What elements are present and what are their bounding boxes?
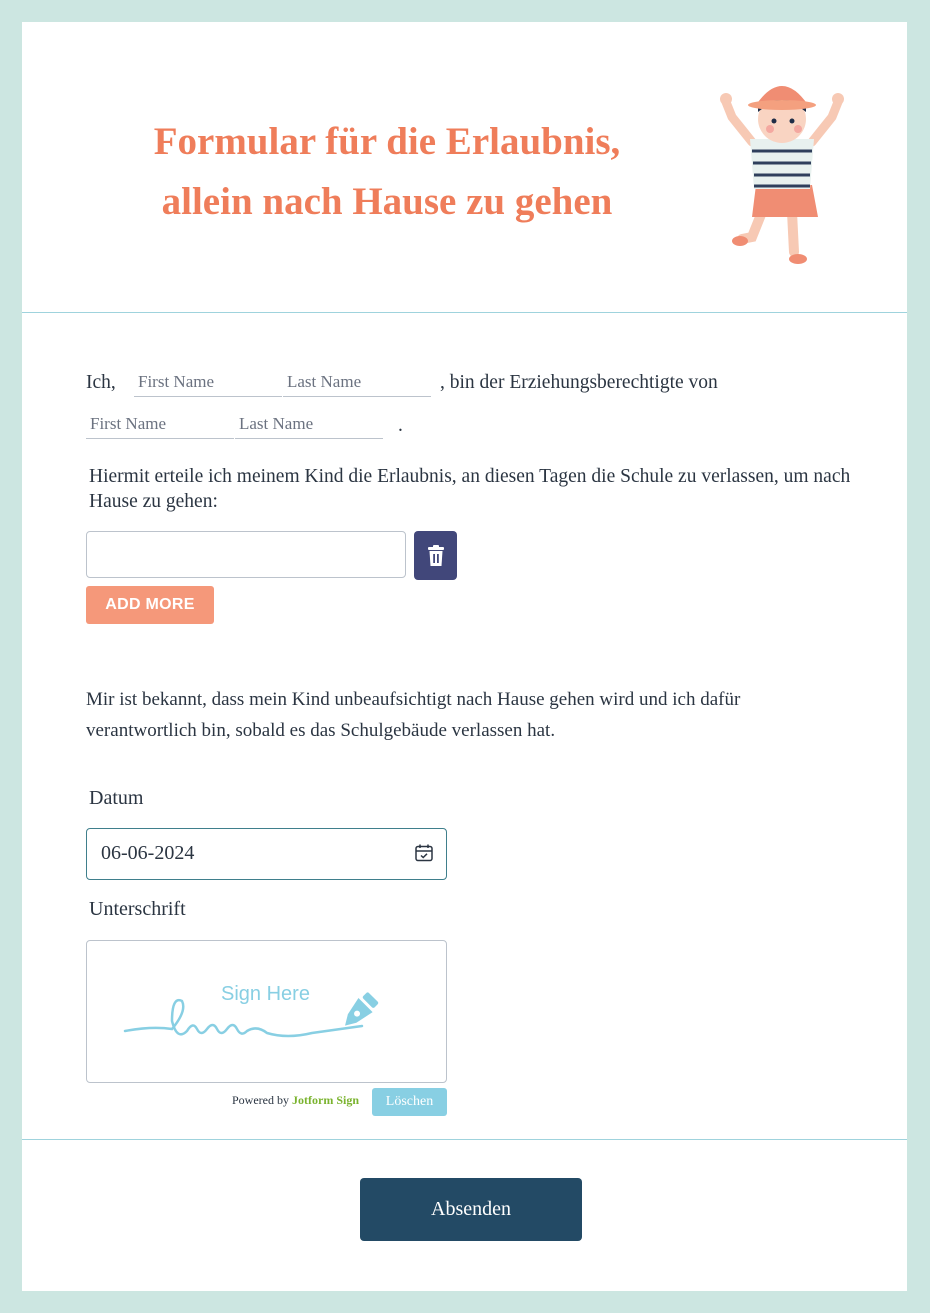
day-input[interactable] (86, 531, 406, 578)
acknowledgement-line-1: Mir ist bekannt, dass mein Kind unbeaufsichtigt nach Hause gehen wird und ich dafür (86, 689, 741, 710)
add-more-button[interactable]: ADD MORE (86, 586, 214, 624)
delete-day-button[interactable] (414, 531, 457, 580)
sign-here-text: Sign Here (221, 983, 310, 1005)
form-header (22, 22, 907, 313)
footer-divider (22, 1139, 907, 1140)
jotform-sign-brand[interactable]: Jotform Sign (292, 1093, 359, 1107)
child-first-name-input[interactable] (86, 410, 234, 439)
intro-middle: , bin der Erziehungsberechtigte von (440, 372, 718, 393)
signature-pad[interactable] (86, 940, 447, 1083)
form-title (82, 112, 692, 232)
guardian-last-name-input[interactable] (283, 368, 431, 397)
powered-by (232, 1093, 359, 1108)
guardian-first-name-input[interactable] (134, 368, 282, 397)
signature-label: Unterschrift (89, 898, 186, 920)
permission-text: Hiermit erteile ich meinem Kind die Erlaubnis, an diesen Tagen die Schule zu verlassen, um nach Hause zu gehen: (89, 466, 851, 512)
date-value: 06-06-2024 (101, 842, 195, 864)
trash-icon (427, 545, 445, 567)
title-line-1: Formular für die Erlaubnis, (153, 120, 621, 163)
calendar-icon[interactable] (414, 843, 434, 863)
acknowledgement-line-2: verantwortlich bin, sobald es das Schulgebäude verlassen hat. (86, 720, 556, 741)
form-card (22, 22, 907, 1291)
signature-placeholder-icon (117, 981, 417, 1051)
intro-prefix: Ich, (86, 372, 116, 393)
child-last-name-input[interactable] (235, 410, 383, 439)
powered-by-text: Powered by (232, 1093, 289, 1107)
submit-button[interactable]: Absenden (360, 1178, 582, 1241)
date-label: Datum (89, 787, 144, 809)
title-line-2: allein nach Hause zu gehen (161, 180, 613, 223)
clear-signature-button[interactable]: Löschen (372, 1088, 447, 1116)
child-illustration (712, 67, 852, 267)
intro-end: . (398, 415, 403, 436)
date-input[interactable] (86, 828, 447, 880)
